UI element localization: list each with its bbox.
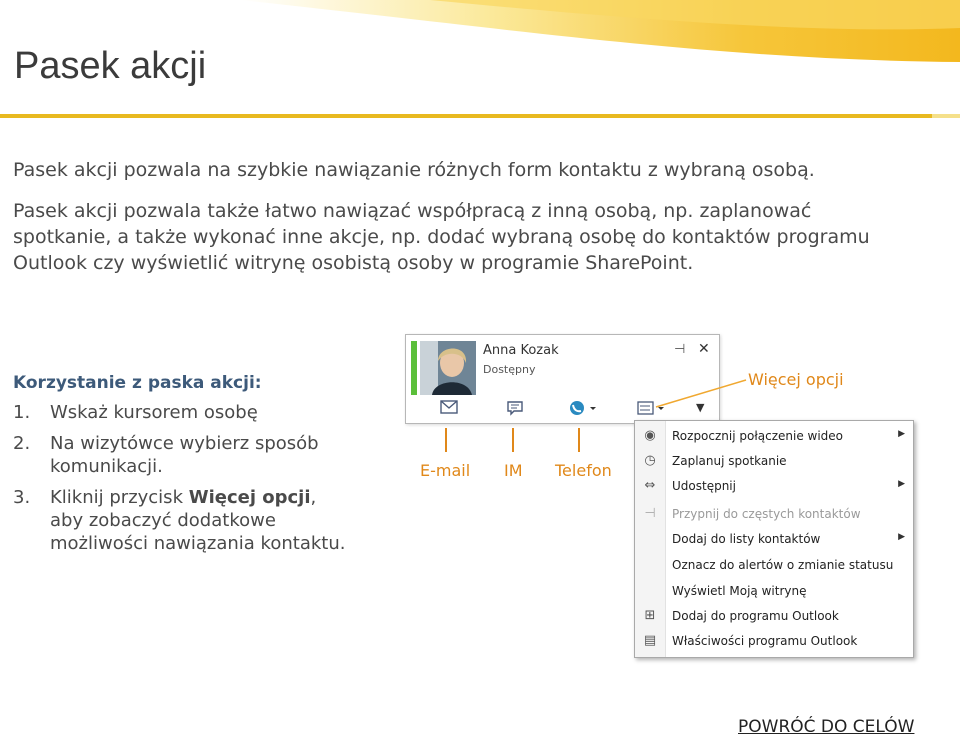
pin-icon: ⊣ [644, 506, 656, 521]
menu-item-label: Właściwości programu Outlook [672, 634, 858, 648]
menu-item-video-call[interactable] [635, 424, 913, 449]
menu-item-label: Zaplanuj spotkanie [672, 454, 787, 468]
avatar-photo [420, 341, 476, 395]
title-rule-end [932, 114, 960, 118]
menu-item-label: Dodaj do programu Outlook [672, 609, 839, 623]
im-pointer [512, 428, 514, 452]
email-button[interactable] [440, 400, 458, 420]
share-icon: ⇔ [644, 478, 656, 493]
menu-item-pin-contact[interactable] [635, 502, 913, 527]
submenu-arrow-icon: ▶ [898, 479, 905, 489]
menu-item-add-to-contact-list[interactable] [635, 527, 913, 552]
menu-item-label: Dodaj do listy kontaktów [672, 532, 821, 546]
menu-item-label: Przypnij do częstych kontaktów [672, 507, 861, 521]
submenu-arrow-icon: ▶ [898, 532, 905, 542]
call-button[interactable] [568, 400, 598, 420]
menu-item-status-alerts[interactable] [635, 553, 913, 578]
menu-item-share[interactable] [635, 474, 913, 499]
phone-label: Telefon [555, 461, 612, 480]
menu-item-add-to-outlook[interactable] [635, 604, 913, 629]
add-contact-icon: ⊞ [644, 608, 656, 623]
calendar-icon: ◷ [644, 453, 656, 468]
presence-bar [411, 341, 417, 395]
step-text: Na wizytówce wybierz sposób komunikacji. [50, 433, 319, 477]
phone-pointer [578, 428, 580, 452]
menu-item-label: Udostępnij [672, 479, 736, 493]
im-button[interactable] [506, 400, 524, 420]
more-options-callout: Więcej opcji [748, 370, 844, 389]
more-options-menu [634, 420, 914, 658]
menu-item-label: Wyświetl Moją witrynę [672, 584, 807, 598]
step-item [13, 432, 353, 478]
mail-icon [440, 400, 458, 414]
close-icon[interactable]: ✕ [698, 341, 710, 357]
step-text-pre: Kliknij przycisk [50, 487, 189, 508]
step-number: 2. [13, 433, 31, 454]
submenu-arrow-icon: ▶ [898, 429, 905, 439]
chevron-down-icon: ▼ [696, 401, 705, 414]
steps-list [13, 372, 353, 563]
menu-item-label: Rozpocznij połączenie wideo [672, 429, 844, 443]
steps-heading: Korzystanie z paska akcji: [13, 373, 262, 393]
back-to-goals-link[interactable]: POWRÓĆ DO CELÓW [738, 717, 915, 737]
properties-icon: ▤ [643, 633, 657, 648]
menu-item-label: Oznacz do alertów o zmianie statusu [672, 558, 894, 572]
step-number: 3. [13, 487, 31, 508]
step-text-post: , aby zobaczyć dodatkowe możliwości nawiązania kontaktu. [50, 487, 346, 554]
contact-name: Anna Kozak [483, 343, 559, 358]
pin-icon[interactable]: ⊣ [674, 342, 686, 357]
menu-item-my-site[interactable] [635, 579, 913, 604]
menu-item-outlook-properties[interactable] [635, 629, 913, 654]
menu-item-schedule-meeting[interactable] [635, 449, 913, 474]
contact-status: Dostępny [483, 363, 536, 376]
page-title: Pasek akcji [14, 45, 207, 87]
intro-paragraph-2: Pasek akcji pozwala także łatwo nawiązać współpracą z inną osobą, np. zaplanować spotkanie, a także wykonać inne akcje, np. dodać wybraną osobę do kontaktów programu Outlook czy wyświetlić witrynę osobistą osoby w programie SharePoint. [13, 200, 870, 274]
title-rule [0, 114, 932, 118]
callout-line [650, 375, 750, 415]
step-text [50, 486, 353, 555]
step-number: 1. [13, 402, 31, 423]
avatar[interactable] [420, 341, 476, 395]
step-item [13, 401, 353, 424]
step-text-bold: Więcej opcji [188, 487, 311, 508]
phone-icon [568, 400, 598, 416]
im-label: IM [504, 461, 523, 480]
step-item [13, 486, 353, 555]
email-label: E-mail [420, 461, 471, 480]
email-pointer [445, 428, 447, 452]
chat-icon [506, 400, 524, 416]
step-text: Wskaż kursorem osobę [50, 402, 258, 423]
video-icon: ◉ [644, 428, 656, 443]
intro-paragraph-1: Pasek akcji pozwala na szybkie nawiązanie różnych form kontaktu z wybraną osobą. [13, 159, 815, 181]
